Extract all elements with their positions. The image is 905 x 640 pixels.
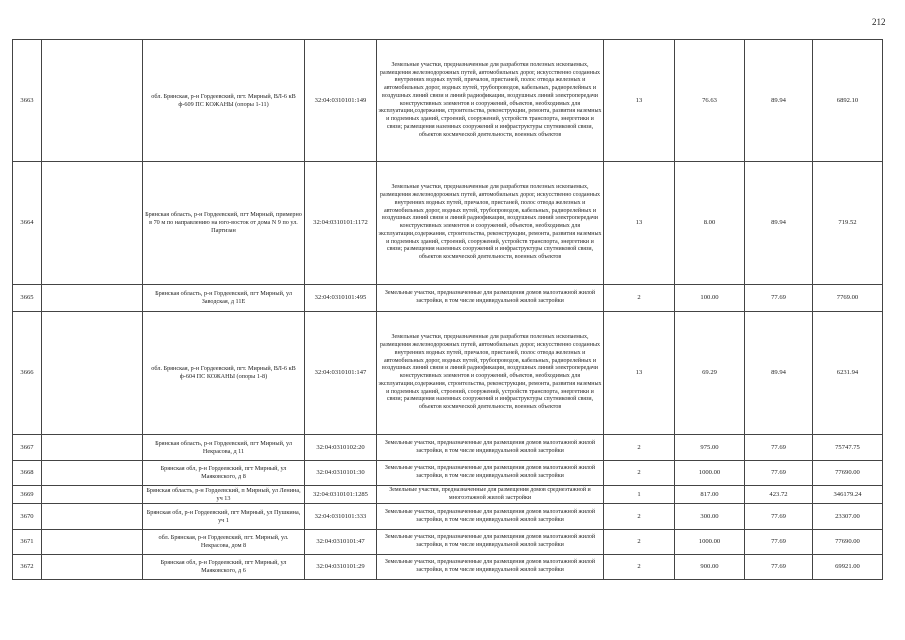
table-row xyxy=(13,555,883,580)
land-purpose: Земельные участки, предназначенные для разработки полезных ископаемых, размещения железнодорожных путей, автомобильных дорог, искусственно созданных внутренних водных путей, причалов, пристаней, полос отвода железных и автомобильных дорог, водных путей, трубопроводов, кабельных, радиорелейных и воздушных линий связи и линий радиофикации, воздушных линий электропередачи конструктивных элементов и сооружений, объектов, необходимых для эксплуатации,содержания, строительства, реконструкции, ремонта, развития наземных и подземных зданий, строений, сооружений, устройств транспорта, энергетики и связи; размещения наземных сооружений и инфраструктуры спутниковой связи, объектов космической деятельности, военных объектов xyxy=(377,40,604,162)
group-number: 13 xyxy=(604,40,675,162)
cadastral-value: 69921.00 xyxy=(813,555,883,580)
address-cell: Брянская обл, р-н Гордеевский, пгт Мирный, ул Пушкина, уч 1 xyxy=(143,504,305,530)
cadastral-number: 32:04:0310101:47 xyxy=(305,530,377,555)
group-number: 2 xyxy=(604,504,675,530)
area-value: 76.63 xyxy=(675,40,745,162)
area-value: 69.29 xyxy=(675,312,745,435)
table-row xyxy=(13,486,883,504)
cadastral-value: 75747.75 xyxy=(813,435,883,461)
group-number: 2 xyxy=(604,555,675,580)
group-number: 13 xyxy=(604,162,675,285)
cadastral-number: 32:04:0310101:495 xyxy=(305,285,377,312)
group-number: 2 xyxy=(604,530,675,555)
rate-value: 77.69 xyxy=(745,504,813,530)
group-number: 2 xyxy=(604,285,675,312)
cadastral-value: 6231.94 xyxy=(813,312,883,435)
cadastral-number: 32:04:0310101:1285 xyxy=(305,486,377,504)
area-value: 900.00 xyxy=(675,555,745,580)
area-value: 1000.00 xyxy=(675,461,745,486)
area-value: 100.00 xyxy=(675,285,745,312)
address-cell: Брянская область, р-н Гордеевский, п Мирный, ул Ленина, уч 13 xyxy=(143,486,305,504)
address-cell: обл. Брянская, р-н Гордеевский, пгт. Мирный, ВЛ-6 кВ ф-609 ПС КОЖАНЫ (опоры 1-11) xyxy=(143,40,305,162)
cadastral-number: 32:04:0310101:1172 xyxy=(305,162,377,285)
table-row xyxy=(13,530,883,555)
land-register-table xyxy=(12,39,883,580)
row-number: 3671 xyxy=(13,530,42,555)
group-number: 13 xyxy=(604,312,675,435)
blank-cell xyxy=(42,530,143,555)
table-row xyxy=(13,504,883,530)
row-number: 3664 xyxy=(13,162,42,285)
rate-value: 77.69 xyxy=(745,435,813,461)
blank-cell xyxy=(42,162,143,285)
row-number: 3666 xyxy=(13,312,42,435)
cadastral-value: 77690.00 xyxy=(813,461,883,486)
blank-cell xyxy=(42,40,143,162)
row-number: 3665 xyxy=(13,285,42,312)
blank-cell xyxy=(42,435,143,461)
row-number: 3663 xyxy=(13,40,42,162)
land-purpose: Земельные участки, предназначенные для разработки полезных ископаемых, размещения железнодорожных путей, автомобильных дорог, искусственно созданных внутренних водных путей, причалов, пристаней, полос отвода железных и автомобильных дорог, водных путей, трубопроводов, кабельных, радиорелейных и воздушных линий связи и линий радиофикации, воздушных линий электропередачи конструктивных элементов и сооружений, объектов, необходимых для эксплуатации,содержания, строительства, реконструкции, ремонта, развития наземных и подземных зданий, строений, сооружений, устройств транспорта, энергетики и связи; размещения наземных сооружений и инфраструктуры спутниковой связи, объектов космической деятельности, военных объектов xyxy=(377,312,604,435)
table-row xyxy=(13,312,883,435)
area-value: 1000.00 xyxy=(675,530,745,555)
cadastral-value: 6892.10 xyxy=(813,40,883,162)
row-number: 3672 xyxy=(13,555,42,580)
cadastral-number: 32:04:0310101:333 xyxy=(305,504,377,530)
address-cell: Брянская обл, р-н Гордеевский, пгт Мирный, ул Маяковского, д 8 xyxy=(143,461,305,486)
cadastral-value: 346179.24 xyxy=(813,486,883,504)
land-purpose: Земельные участки, предназначенные для размещения домов малоэтажной жилой застройки, в том числе индивидуальной жилой застройки xyxy=(377,530,604,555)
row-number: 3667 xyxy=(13,435,42,461)
blank-cell xyxy=(42,486,143,504)
blank-cell xyxy=(42,285,143,312)
group-number: 2 xyxy=(604,435,675,461)
land-purpose: Земельные участки, предназначенные для разработки полезных ископаемых, размещения железнодорожных путей, автомобильных дорог, искусственно созданных внутренних водных путей, причалов, пристаней, полос отвода железных и автомобильных дорог, водных путей, трубопроводов, кабельных, радиорелейных и воздушных линий связи и линий радиофикации, воздушных линий электропередачи конструктивных элементов и сооружений, объектов, необходимых для эксплуатации,содержания, строительства, реконструкции, ремонта, развития наземных и подземных зданий, строений, сооружений, устройств транспорта, энергетики и связи; размещения наземных сооружений и инфраструктуры спутниковой связи, объектов космической деятельности, военных объектов xyxy=(377,162,604,285)
address-cell: обл. Брянская, р-н Гордеевский, пгт. Мирный, ул. Некрасова, дом 8 xyxy=(143,530,305,555)
cadastral-number: 32:04:0310101:149 xyxy=(305,40,377,162)
cadastral-value: 719.52 xyxy=(813,162,883,285)
rate-value: 89.94 xyxy=(745,40,813,162)
cadastral-value: 23307.00 xyxy=(813,504,883,530)
rate-value: 77.69 xyxy=(745,285,813,312)
land-purpose: Земельные участки, предназначенные для размещения домов малоэтажной жилой застройки, в том числе индивидуальной жилой застройки xyxy=(377,285,604,312)
blank-cell xyxy=(42,461,143,486)
blank-cell xyxy=(42,504,143,530)
area-value: 975.00 xyxy=(675,435,745,461)
row-number: 3668 xyxy=(13,461,42,486)
area-value: 300.00 xyxy=(675,504,745,530)
blank-cell xyxy=(42,555,143,580)
rate-value: 77.69 xyxy=(745,555,813,580)
rate-value: 77.69 xyxy=(745,461,813,486)
row-number: 3669 xyxy=(13,486,42,504)
row-number: 3670 xyxy=(13,504,42,530)
cadastral-number: 32:04:0310102:20 xyxy=(305,435,377,461)
cadastral-value: 77690.00 xyxy=(813,530,883,555)
land-purpose: Земельные участки, предназначенные для размещения домов малоэтажной жилой застройки, в том числе индивидуальной жилой застройки xyxy=(377,504,604,530)
table-row xyxy=(13,162,883,285)
land-purpose: Земельные участки, предназначенные для размещения домов среднеэтажной и многоэтажной жилой застройки xyxy=(377,486,604,504)
address-cell: Брянская обл, р-н Гордеевский, пгт Мирный, ул Маяковского, д 6 xyxy=(143,555,305,580)
address-cell: Брянская область, р-н Гордеевский, пгт Мирный, ул Заводская, д 11Е xyxy=(143,285,305,312)
address-cell: Брянская область, р-н Гордеевский, пгт Мирный, ул Некрасова, д 11 xyxy=(143,435,305,461)
cadastral-number: 32:04:0310101:30 xyxy=(305,461,377,486)
rate-value: 89.94 xyxy=(745,312,813,435)
cadastral-value: 7769.00 xyxy=(813,285,883,312)
rate-value: 77.69 xyxy=(745,530,813,555)
group-number: 2 xyxy=(604,461,675,486)
cadastral-number: 32:04:0310101:29 xyxy=(305,555,377,580)
cadastral-number: 32:04:0310101:147 xyxy=(305,312,377,435)
group-number: 1 xyxy=(604,486,675,504)
table-row xyxy=(13,40,883,162)
land-purpose: Земельные участки, предназначенные для размещения домов малоэтажной жилой застройки, в том числе индивидуальной жилой застройки xyxy=(377,435,604,461)
table-row xyxy=(13,285,883,312)
land-purpose: Земельные участки, предназначенные для размещения домов малоэтажной жилой застройки, в том числе индивидуальной жилой застройки xyxy=(377,555,604,580)
rate-value: 89.94 xyxy=(745,162,813,285)
address-cell: Брянская область, р-н Гордеевский, пгт Мирный, примерно в 70 м по направлению на юго-восток от дома N 9 по ул. Партизан xyxy=(143,162,305,285)
rate-value: 423.72 xyxy=(745,486,813,504)
blank-cell xyxy=(42,312,143,435)
table-row xyxy=(13,461,883,486)
land-purpose: Земельные участки, предназначенные для размещения домов малоэтажной жилой застройки, в том числе индивидуальной жилой застройки xyxy=(377,461,604,486)
area-value: 8.00 xyxy=(675,162,745,285)
table-row xyxy=(13,435,883,461)
page-number: 212 xyxy=(872,17,886,27)
address-cell: обл. Брянская, р-н Гордеевский, пгт. Мирный, ВЛ-6 кВ ф-604 ПС КОЖАНЫ (опоры 1-8) xyxy=(143,312,305,435)
area-value: 817.00 xyxy=(675,486,745,504)
